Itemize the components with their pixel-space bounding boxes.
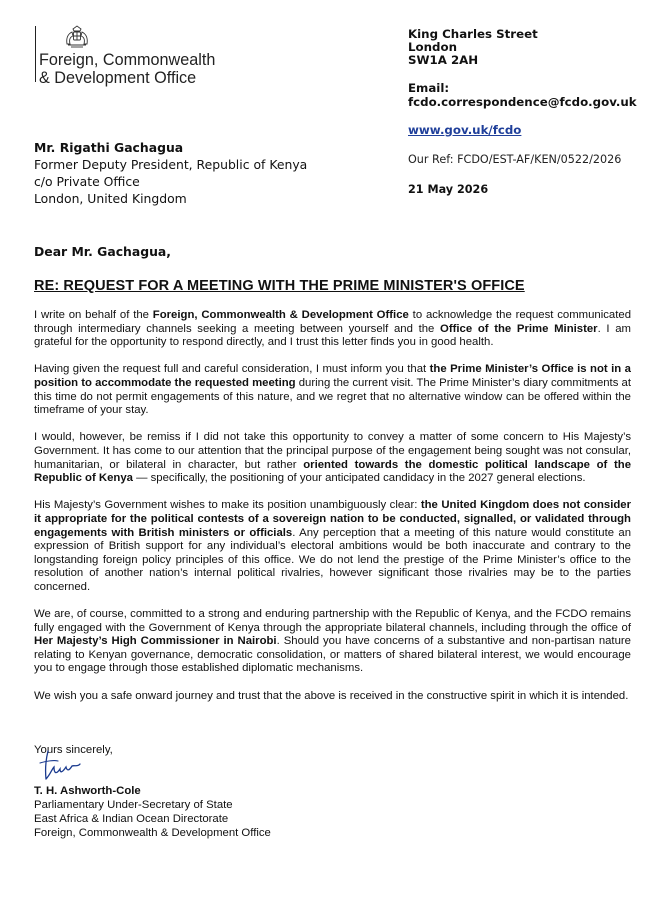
p5-text-a: We are, of course, committed to a strong and enduring partnership with the Republic of Kenya, and the FCDO remains fully engaged with the Government of Kenya through the appropriate bilateral channels, including through the office of [34,608,631,634]
recipient-line-2: c/o Private Office [34,174,140,189]
paragraph-2 [34,363,631,417]
p1-text-e: . I am grateful for the opportunity to respond directly, and I trust this letter finds you in good health. [34,322,631,349]
p3-text-c: — specifically, the positioning of your anticipated candidacy in the 2027 general elections. [132,472,586,485]
p1-text-c: to acknowledge the request communicated through intermediary channels seeking a meeting between yourself and the [34,309,631,335]
sender-address [408,28,538,68]
address-line-postcode: SW1A 2AH [408,53,479,68]
p4-bold: the United Kingdom does not consider it appropriate for the political contests of a sovereign nation to be conducted, signalled, or validated through engagements with British ministers or officials [34,499,631,539]
subject-line: RE: REQUEST FOR A MEETING WITH THE PRIME MINISTER'S OFFICE [34,278,525,294]
closing: Yours sincerely, [34,744,113,756]
p3-text-a: I would, however, be remiss if I did not take this opportunity to convey a matter of some concern to His Majesty’s Government. It has come to our attention that the principal purpose of the engagement being sought was not consular, humanitarian, or bilateral in character, but rather [34,431,631,471]
recipient-line-1: Former Deputy President, Republic of Kenya [34,157,308,172]
email-label: Email: [408,81,450,95]
p1-text-a: I write on behalf of the [34,309,153,321]
p5-text-c: . Should you have concerns of a substantive and non-partisan nature relating to Kenyan governance, democratic consolidation, or matters of shared bilateral interest, we would encourage you to engage through those established diplomatic mechanisms. [34,635,631,675]
signatory-directorate: East Africa & Indian Ocean Directorate [34,812,229,825]
signatory-name: T. H. Ashworth-Cole [34,785,141,797]
handwritten-signature [36,749,88,785]
website-link[interactable]: www.gov.uk/fcdo [408,123,522,137]
recipient-name: Mr. Rigathi Gachagua [34,140,184,155]
letter-date: 21 May 2026 [408,183,489,196]
address-line-city: London [408,40,457,55]
p2-text-c: during the current visit. The Prime Minister’s diary commitments at this time do not permit engagements of this nature, and we regret that no alternative window can be offered within the timeframe of your stay. [34,376,631,417]
signatory-title: Parliamentary Under-Secretary of State [34,798,233,811]
paragraph-1 [34,309,631,350]
paragraph-4 [34,499,631,594]
logo-divider [35,26,36,82]
recipient-line-3: London, United Kingdom [34,191,187,206]
salutation: Dear Mr. Gachagua, [34,244,171,259]
p4-text-c: . Any perception that a meeting of this nature would constitute an expression of British support for any individual’s electoral ambitions would be both inaccurate and contrary to the longstanding foreign policy principles of this office. We do not lend the prestige of the Prime Minister’s office to the resolution of another nation’s internal political rivalries, however significant those rivalries may be to the parties concerned. [34,526,632,593]
p1-bold-org: Foreign, Commonwealth & Development Office [152,309,409,321]
recipient-address [34,139,307,207]
paragraph-5 [34,608,631,676]
p5-bold: Her Majesty’s High Commissioner in Nairobi [34,635,277,648]
p4-text-a: His Majesty’s Government wishes to make its position unambiguously clear: [34,499,421,512]
p2-bold: the Prime Minister’s Office is not in a position to accommodate the requested meeting [34,363,631,389]
paragraph-3 [34,431,631,485]
royal-coat-of-arms-icon [64,24,90,48]
paragraph-6 [34,690,631,704]
signatory-office: Foreign, Commonwealth & Development Office [34,826,271,839]
organisation-line-1: Foreign, Commonwealth [39,51,216,69]
letter-body [34,309,631,717]
p1-bold-pmo: Office of the Prime Minister [440,322,598,335]
organisation-line-2: & Development Office [39,69,197,87]
signature-block [34,785,271,841]
reference-number: Our Ref: FCDO/EST-AF/KEN/0522/2026 [408,153,622,166]
p6-text-a: We wish you a safe onward journey and trust that the above is received in the constructive spirit in which it is intended. [34,689,629,702]
organisation-name [39,51,215,87]
fcdo-logo [26,24,215,87]
p3-bold: oriented towards the domestic political landscape of the Republic of Kenya [34,458,631,485]
email-address[interactable]: fcdo.correspondence@fcdo.gov.uk [408,95,637,109]
p2-text-a: Having given the request full and careful consideration, I must inform you that [34,363,430,376]
address-line-street: King Charles Street [408,27,538,41]
